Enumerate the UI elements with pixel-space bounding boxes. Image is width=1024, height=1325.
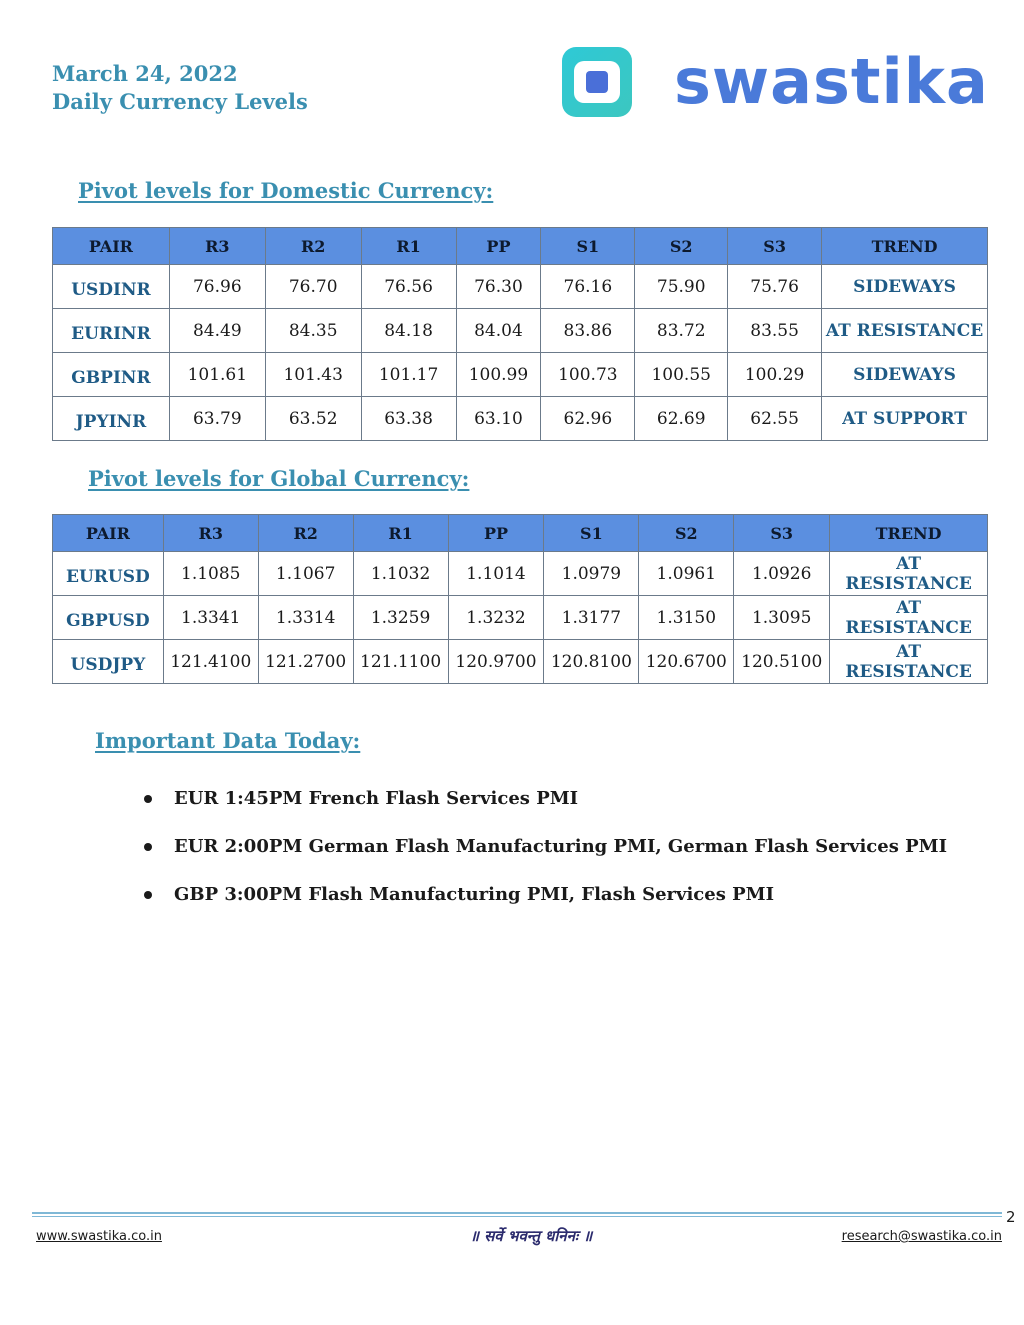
list-item: EUR 1:45PM French Flash Services PMI — [140, 783, 947, 831]
column-header: TREND — [830, 515, 988, 552]
table-row — [53, 265, 988, 309]
column-header: R2 — [258, 515, 353, 552]
level-cell: 100.55 — [635, 353, 728, 397]
level-cell: 1.1032 — [353, 552, 448, 596]
level-cell: 1.0979 — [544, 552, 639, 596]
level-cell: 83.72 — [635, 309, 728, 353]
pair-cell: JPYINR — [53, 397, 170, 441]
column-header: PAIR — [53, 228, 170, 265]
report-date: March 24, 2022 — [52, 61, 238, 86]
column-header: S3 — [728, 228, 822, 265]
level-cell: 83.86 — [541, 309, 635, 353]
level-cell: 76.96 — [169, 265, 265, 309]
level-cell: 1.1067 — [258, 552, 353, 596]
bullet-icon — [144, 795, 152, 803]
column-header: S3 — [734, 515, 830, 552]
level-cell: 1.1014 — [448, 552, 544, 596]
level-cell: 100.99 — [456, 353, 541, 397]
global-pivot-table — [52, 514, 988, 684]
level-cell: 76.30 — [456, 265, 541, 309]
table-row — [53, 397, 988, 441]
report-subtitle: Daily Currency Levels — [52, 89, 308, 114]
level-cell: 120.5100 — [734, 640, 830, 684]
swastika-logo — [562, 44, 1002, 120]
table-row — [53, 309, 988, 353]
logo-wordmark: swastika — [674, 45, 989, 118]
level-cell: 120.8100 — [544, 640, 639, 684]
column-header: S2 — [639, 515, 734, 552]
column-header: R1 — [353, 515, 448, 552]
column-header: S1 — [541, 228, 635, 265]
domestic-section-title: Pivot levels for Domestic Currency: — [78, 178, 494, 203]
column-header: PP — [448, 515, 544, 552]
important-section-title: Important Data Today: — [95, 728, 361, 753]
domestic-pivot-table — [52, 227, 988, 441]
level-cell: 120.6700 — [639, 640, 734, 684]
table-header-row — [53, 228, 988, 265]
trend-cell: SIDEWAYS — [822, 353, 988, 397]
level-cell: 63.38 — [361, 397, 456, 441]
page-number: 2 — [1006, 1208, 1016, 1226]
level-cell: 84.49 — [169, 309, 265, 353]
footer-divider-thin — [32, 1216, 1002, 1217]
pair-cell: GBPUSD — [53, 596, 164, 640]
table-row — [53, 640, 988, 684]
level-cell: 83.55 — [728, 309, 822, 353]
report-header — [52, 60, 308, 116]
column-header: R3 — [163, 515, 258, 552]
level-cell: 75.90 — [635, 265, 728, 309]
level-cell: 63.52 — [265, 397, 361, 441]
pair-cell: USDJPY — [53, 640, 164, 684]
level-cell: 62.96 — [541, 397, 635, 441]
column-header: PAIR — [53, 515, 164, 552]
footer-divider — [32, 1212, 1002, 1214]
footer-motto: ॥ सर्वे भवन्तु धनिनः ॥ — [470, 1227, 593, 1245]
level-cell: 121.4100 — [163, 640, 258, 684]
level-cell: 75.76 — [728, 265, 822, 309]
level-cell: 1.3232 — [448, 596, 544, 640]
website-link[interactable]: www.swastika.co.in — [36, 1229, 162, 1244]
column-header: TREND — [822, 228, 988, 265]
trend-cell: SIDEWAYS — [822, 265, 988, 309]
level-cell: 76.16 — [541, 265, 635, 309]
level-cell: 121.1100 — [353, 640, 448, 684]
table-row — [53, 596, 988, 640]
pair-cell: USDINR — [53, 265, 170, 309]
bullet-icon — [144, 843, 152, 851]
list-item: GBP 3:00PM Flash Manufacturing PMI, Flash Services PMI — [140, 879, 947, 927]
bullet-icon — [144, 891, 152, 899]
column-header: S2 — [635, 228, 728, 265]
level-cell: 1.0961 — [639, 552, 734, 596]
level-cell: 101.43 — [265, 353, 361, 397]
level-cell: 62.69 — [635, 397, 728, 441]
level-cell: 100.73 — [541, 353, 635, 397]
logo-mark-icon — [562, 47, 632, 117]
level-cell: 84.35 — [265, 309, 361, 353]
level-cell: 63.10 — [456, 397, 541, 441]
trend-cell: AT RESISTANCE — [830, 596, 988, 640]
level-cell: 1.3177 — [544, 596, 639, 640]
level-cell: 63.79 — [169, 397, 265, 441]
level-cell: 100.29 — [728, 353, 822, 397]
level-cell: 1.3314 — [258, 596, 353, 640]
trend-cell: AT SUPPORT — [822, 397, 988, 441]
pair-cell: EURINR — [53, 309, 170, 353]
trend-cell: AT RESISTANCE — [830, 640, 988, 684]
column-header: R1 — [361, 228, 456, 265]
level-cell: 101.61 — [169, 353, 265, 397]
table-row — [53, 353, 988, 397]
list-item: EUR 2:00PM German Flash Manufacturing PMI, German Flash Services PMI — [140, 831, 947, 879]
level-cell: 84.04 — [456, 309, 541, 353]
pair-cell: EURUSD — [53, 552, 164, 596]
level-cell: 1.3150 — [639, 596, 734, 640]
global-section-title: Pivot levels for Global Currency: — [88, 466, 470, 491]
table-row — [53, 552, 988, 596]
table-header-row — [53, 515, 988, 552]
level-cell: 101.17 — [361, 353, 456, 397]
level-cell: 76.56 — [361, 265, 456, 309]
level-cell: 1.3095 — [734, 596, 830, 640]
level-cell: 120.9700 — [448, 640, 544, 684]
level-cell: 1.1085 — [163, 552, 258, 596]
level-cell: 76.70 — [265, 265, 361, 309]
level-cell: 1.3259 — [353, 596, 448, 640]
level-cell: 121.2700 — [258, 640, 353, 684]
column-header: R2 — [265, 228, 361, 265]
pair-cell: GBPINR — [53, 353, 170, 397]
important-data-list — [140, 783, 947, 927]
level-cell: 1.3341 — [163, 596, 258, 640]
column-header: PP — [456, 228, 541, 265]
column-header: S1 — [544, 515, 639, 552]
email-link[interactable]: research@swastika.co.in — [841, 1229, 1002, 1244]
level-cell: 84.18 — [361, 309, 456, 353]
level-cell: 1.0926 — [734, 552, 830, 596]
trend-cell: AT RESISTANCE — [830, 552, 988, 596]
trend-cell: AT RESISTANCE — [822, 309, 988, 353]
level-cell: 62.55 — [728, 397, 822, 441]
column-header: R3 — [169, 228, 265, 265]
